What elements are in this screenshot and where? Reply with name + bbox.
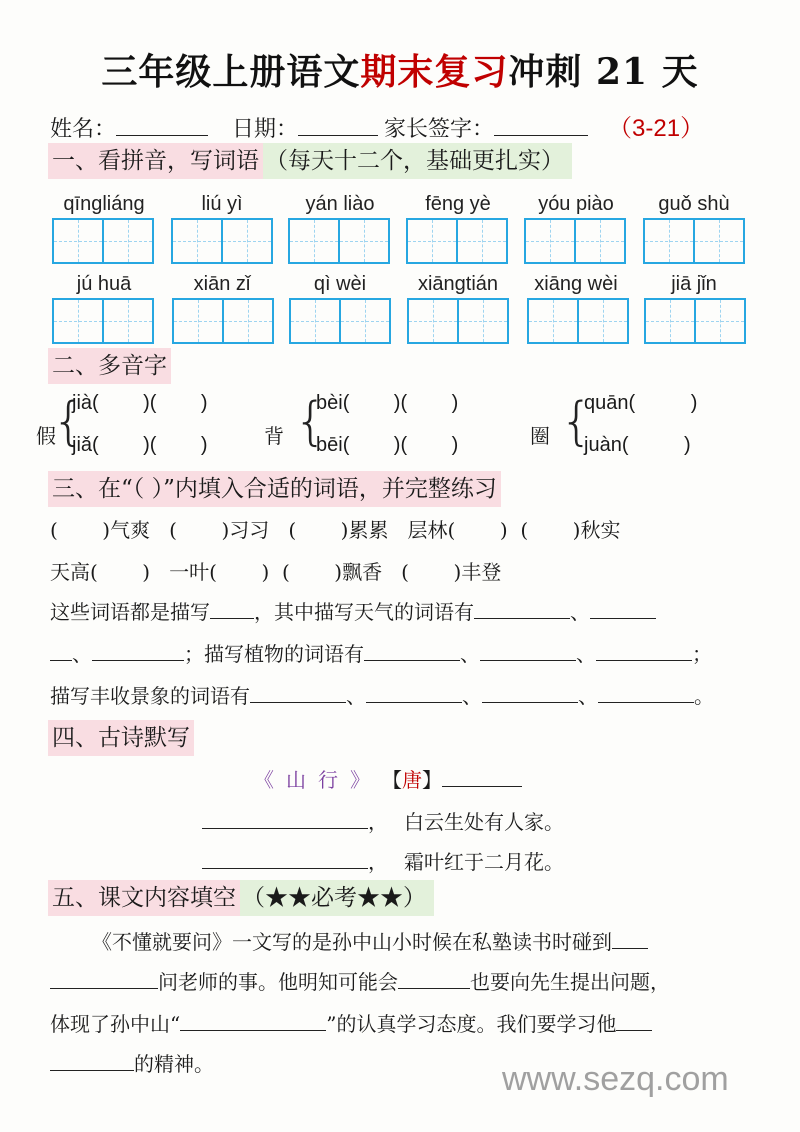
dynasty: 唐 [402, 768, 422, 792]
brace-icon: { [294, 392, 328, 452]
writing-grid[interactable] [288, 218, 390, 264]
author-blank[interactable] [442, 785, 522, 787]
date-field[interactable] [298, 134, 378, 136]
poem-heading: 《山行》 【唐】 [254, 764, 522, 793]
parent-sign-field[interactable] [494, 134, 588, 136]
writing-grid[interactable] [527, 298, 629, 344]
question-line-3: 描写丰收景象的词语有 、 、 、 。 [50, 684, 714, 708]
poem-blank[interactable] [202, 827, 368, 829]
date-label: 日期： [232, 117, 299, 142]
writing-grid[interactable] [52, 298, 154, 344]
answer-blank[interactable] [598, 701, 694, 703]
answer-blank[interactable] [366, 701, 462, 703]
section3-header: 三、在“（ ）”内填入合适的词语，并完整练习 [48, 471, 501, 507]
polyphone-block: 假 { jià( )( ) jiǎ( )( ) 背 { bèi( )( ) bēi( )( ) 圈 { quān( ) juàn( ) [36, 392, 698, 456]
watermark: www.sezq.com [502, 1060, 729, 1098]
info-line [50, 108, 704, 143]
answer-blank[interactable] [180, 1029, 326, 1031]
section5-header: 五、课文内容填空 （★★必考★★） [48, 880, 434, 916]
page-title: 三年级上册语文期末复习冲刺 21 天 [101, 51, 699, 93]
answer-blank[interactable] [596, 659, 692, 661]
day-code: （3-21） [608, 115, 705, 142]
answer-blank[interactable] [590, 617, 656, 619]
writing-grid[interactable] [643, 218, 745, 264]
writing-grid[interactable] [406, 218, 508, 264]
writing-grid[interactable] [171, 218, 273, 264]
section2-header: 二、多音字 [48, 348, 171, 384]
answer-blank[interactable] [616, 1029, 652, 1031]
poem-title: 《山行》 [254, 768, 382, 792]
brace-icon: { [52, 392, 86, 452]
section1-header: 一、看拼音，写词语 （每天十二个，基础更扎实） [48, 143, 572, 179]
writing-grid[interactable] [644, 298, 746, 344]
writing-grid[interactable] [407, 298, 509, 344]
brace-icon: { [560, 392, 594, 452]
poem-line-2: ， 霜叶红于二月花。 [202, 846, 564, 875]
answer-blank[interactable] [92, 659, 184, 661]
idiom-row-2: 天高( ) 一叶( ) ( )飘香 ( )丰登 [50, 560, 502, 584]
answer-blank[interactable] [474, 617, 570, 619]
polyphone-char: 圈 [530, 424, 550, 448]
answer-blank[interactable] [612, 947, 648, 949]
polyphone-char: 背 [264, 424, 284, 448]
question-line-2: 、 ；描写植物的词语有 、 、 ； [50, 638, 712, 667]
passage-line-2: 问老师的事。他明知可能会 也要向先生提出问题， [50, 966, 670, 995]
polyphone-char: 假 [36, 424, 56, 448]
name-label: 姓名： [50, 117, 117, 142]
section4-header: 四、古诗默写 [48, 720, 194, 756]
passage-line-3: 体现了孙中山“ ”的认真学习态度。我们要学习他 [50, 1008, 652, 1037]
writing-grid[interactable] [52, 218, 154, 264]
title-highlight: 期末复习 [360, 51, 509, 93]
passage-line-1: 《不懂就要问》一文写的是孙中山小时候在私塾读书时碰到 [92, 926, 648, 955]
writing-grid[interactable] [289, 298, 391, 344]
poem-line-1: ， 白云生处有人家。 [202, 806, 564, 835]
passage-line-4: 的精神。 [50, 1048, 214, 1077]
answer-blank[interactable] [480, 659, 576, 661]
answer-blank[interactable] [50, 1069, 134, 1071]
answer-blank[interactable] [250, 701, 346, 703]
writing-grid[interactable] [524, 218, 626, 264]
answer-blank[interactable] [50, 987, 158, 989]
parent-sign-label: 家长签字： [384, 117, 495, 142]
name-field[interactable] [116, 134, 208, 136]
poem-blank[interactable] [202, 867, 368, 869]
idiom-row-1: ( )气爽 ( )习习 ( )累累 层林( ) ( )秋实 [50, 518, 621, 542]
answer-blank[interactable] [50, 659, 72, 661]
writing-grid[interactable] [172, 298, 274, 344]
answer-blank[interactable] [364, 659, 460, 661]
question-line-1: 这些词语都是描写 ，其中描写天气的词语有 、 [50, 596, 656, 625]
answer-blank[interactable] [482, 701, 578, 703]
answer-blank[interactable] [398, 987, 470, 989]
answer-blank[interactable] [210, 617, 254, 619]
